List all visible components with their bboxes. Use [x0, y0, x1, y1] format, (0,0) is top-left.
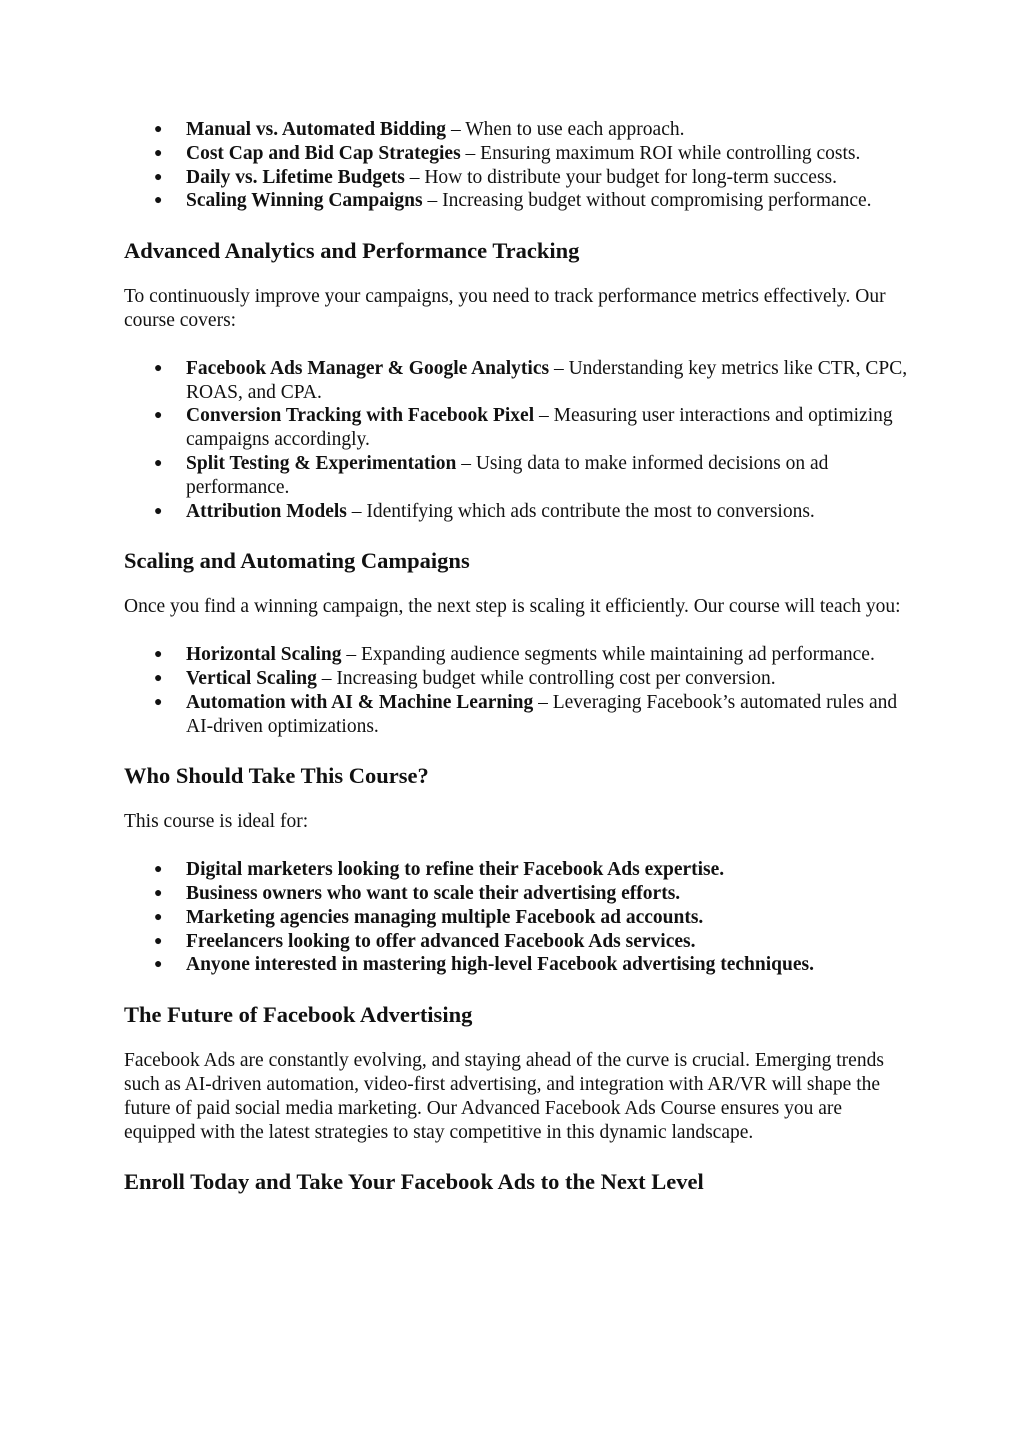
bullet-icon: ● [154, 193, 163, 209]
list-item: ● Automation with AI & Machine Learning – Leveraging Facebook’s automated rules and AI-driven optimizations. [154, 691, 898, 737]
list-item: ● Manual vs. Automated Bidding – When to use each approach. [154, 119, 685, 140]
list-item: ● Cost Cap and Bid Cap Strategies – Ensuring maximum ROI while controlling costs. [154, 142, 861, 164]
bullet-icon: ● [154, 455, 163, 471]
list-item: ● Horizontal Scaling – Expanding audience segments while maintaining ad performance. [154, 644, 875, 666]
section-heading-analytics: Advanced Analytics and Performance Tracking [124, 238, 580, 264]
section-intro-audience: This course is ideal for: [124, 811, 309, 833]
bullet-icon: ● [154, 408, 163, 424]
section-heading-scaling: Scaling and Automating Campaigns [124, 548, 470, 574]
bullet-icon: ● [154, 862, 163, 878]
bullet-icon: ● [154, 909, 163, 925]
section-intro-scaling: Once you find a winning campaign, the next step is scaling it efficiently. Our course will teach you: [124, 596, 901, 618]
bullet-icon: ● [154, 122, 163, 137]
bullet-icon: ● [154, 694, 163, 710]
bidding-list [124, 118, 914, 213]
bullet-icon: ● [154, 647, 163, 663]
list-item: ● Split Testing & Experimentation – Using data to make informed decisions on ad performance. [154, 452, 829, 498]
bullet-icon: ● [154, 670, 163, 686]
section-heading-audience: Who Should Take This Course? [124, 763, 429, 789]
analytics-list [124, 357, 914, 524]
bullet-icon: ● [154, 957, 163, 973]
section-heading-future: The Future of Facebook Advertising [124, 1002, 473, 1028]
bullet-icon: ● [154, 503, 163, 519]
list-item: ● Facebook Ads Manager & Google Analytics – Understanding key metrics like CTR, CPC, ROAS, and CPA. [154, 357, 908, 403]
section-body-future: Facebook Ads are constantly evolving, and staying ahead of the curve is crucial. Emerging trends such as AI-driven automation, video-first advertising, and integration with AR/VR will shape the future of paid social media marketing. Our Advanced Facebook Ads Course ensures you are equipped with the latest strategies to stay competitive in this dynamic landscape. [124, 1050, 884, 1143]
section-intro-analytics: To continuously improve your campaigns, you need to track performance metrics effectively. Our course covers: [124, 286, 886, 331]
list-item: ● Anyone interested in mastering high-level Facebook advertising techniques. [154, 954, 814, 976]
list-item: ● Conversion Tracking with Facebook Pixel – Measuring user interactions and optimizing campaigns accordingly. [154, 405, 893, 451]
list-item: ● Freelancers looking to offer advanced Facebook Ads services. [154, 930, 696, 952]
section-heading-enroll: Enroll Today and Take Your Facebook Ads to the Next Level [124, 1169, 704, 1195]
document-page [124, 118, 914, 1196]
list-item: ● Business owners who want to scale their advertising efforts. [154, 882, 681, 904]
bullet-icon: ● [154, 933, 163, 949]
bullet-icon: ● [154, 145, 163, 161]
list-item: ● Digital marketers looking to refine their Facebook Ads expertise. [154, 859, 725, 881]
bullet-icon: ● [154, 885, 163, 901]
bullet-icon: ● [154, 169, 163, 185]
list-item: ● Scaling Winning Campaigns – Increasing budget without compromising performance. [154, 190, 872, 212]
bullet-icon: ● [154, 360, 163, 376]
list-item: ● Vertical Scaling – Increasing budget while controlling cost per conversion. [154, 667, 776, 689]
scaling-list [124, 643, 914, 738]
list-item: ● Marketing agencies managing multiple Facebook ad accounts. [154, 906, 704, 928]
audience-list [124, 858, 914, 977]
list-item: ● Daily vs. Lifetime Budgets – How to distribute your budget for long-term success. [154, 166, 837, 188]
list-item: ● Attribution Models – Identifying which ads contribute the most to conversions. [154, 500, 815, 522]
